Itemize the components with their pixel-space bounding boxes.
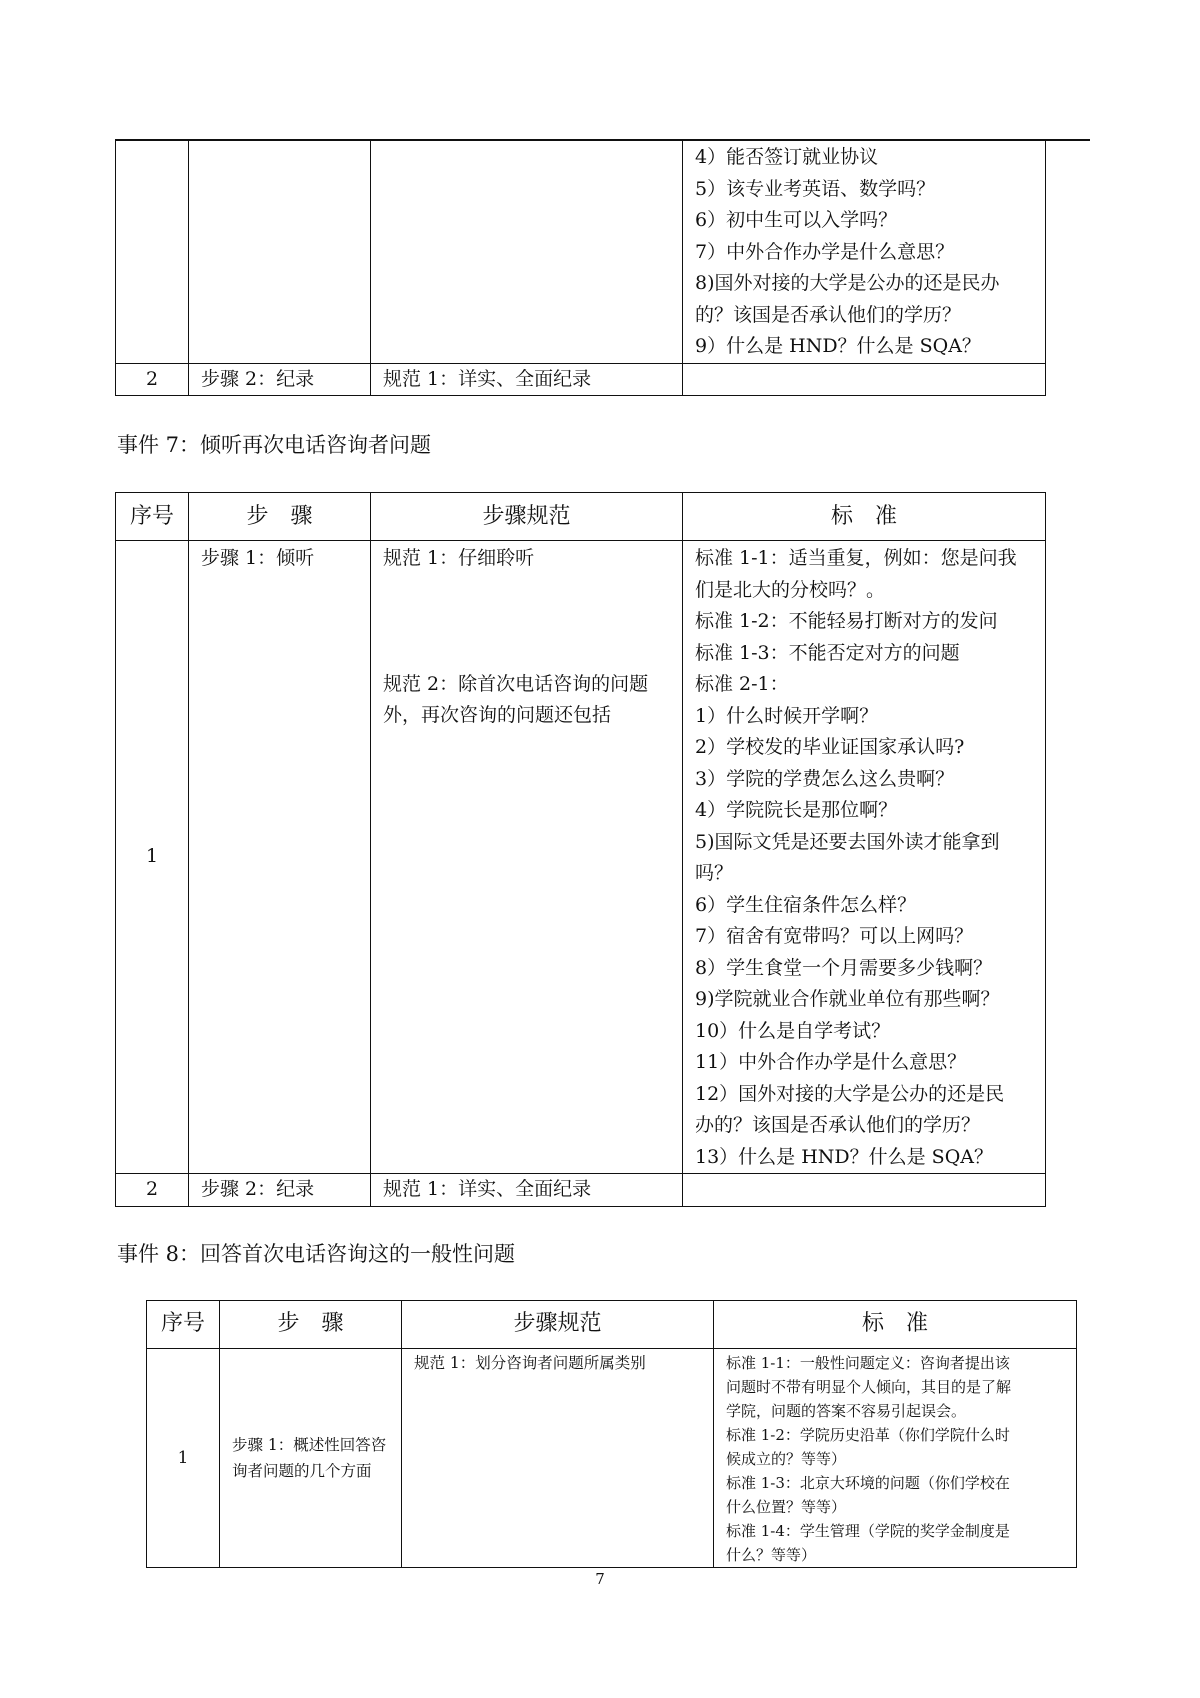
num-cell: 2: [116, 1174, 189, 1207]
standard-line: 4）学院院长是那位啊？: [695, 799, 898, 821]
standard-line: 3）学院的学费怎么这么贵啊？: [695, 767, 955, 790]
standard-line: 的？该国是否承认他们的学历？: [695, 303, 962, 326]
standard-line: 标准 1-1：一般性问题定义：咨询者提出该: [726, 1354, 1010, 1372]
header-standard: 标 准: [714, 1301, 1077, 1349]
header-row: [116, 493, 1046, 541]
standard-line: 办的？该国是否承认他们的学历？: [695, 1114, 981, 1136]
num-cell: [116, 140, 189, 363]
standard-line: 什么？等等）: [726, 1546, 817, 1564]
standard-line: 标准 1-2：学院历史沿革（你们学院什么时: [726, 1426, 1010, 1444]
standard-line: 6）初中生可以入学吗？: [695, 209, 898, 231]
event6-table-continued: [115, 140, 1046, 396]
event7-table: [115, 492, 1046, 1207]
event8-table: [146, 1300, 1077, 1568]
spec-cell: 规范 1：详实、全面纪录: [371, 363, 683, 396]
standard-line: 标准 2-1：: [695, 673, 789, 695]
standard-line: 13）什么是 HND？什么是 SQA？: [695, 1145, 993, 1168]
standard-cell: [683, 541, 1046, 1174]
header-step: 步 骤: [220, 1301, 402, 1349]
standard-cell: [683, 1174, 1046, 1207]
standard-line: 标准 1-3：不能否定对方的问题: [695, 641, 960, 664]
spec-line: 规范 1：仔细聆听: [383, 547, 535, 569]
standard-line: 吗？: [695, 862, 734, 884]
spec-cell: [371, 140, 683, 363]
header-standard: 标 准: [683, 493, 1046, 541]
spec-line: 规范 2：除首次电话咨询的问题: [383, 672, 649, 695]
standard-line: 问题时不带有明显个人倾向，其目的是了解: [726, 1378, 1012, 1396]
standard-cell: [683, 140, 1046, 363]
table-row: [116, 541, 1046, 1174]
header-num: 序号: [116, 493, 189, 541]
standard-line: 1）什么时候开学啊？: [695, 704, 879, 727]
step-cell: [189, 140, 371, 363]
standard-line: 7）中外合作办学是什么意思？: [695, 240, 955, 263]
standard-line: 学院，问题的答案不容易引起误会。: [726, 1402, 967, 1420]
standard-line: 标准 1-1：适当重复，例如：您是问我: [695, 547, 1017, 569]
num-cell: 1: [147, 1349, 220, 1568]
header-row: [147, 1301, 1077, 1349]
standard-line: 11）中外合作办学是什么意思？: [695, 1051, 967, 1073]
table-row: [116, 363, 1046, 396]
standard-line: 12）国外对接的大学是公办的还是民: [695, 1082, 1005, 1105]
standard-line: 4）能否签订就业协议: [695, 146, 879, 168]
table-row: [116, 140, 1046, 363]
spec-cell: 规范 1：详实、全面纪录: [371, 1174, 683, 1207]
standard-line: 候成立的？等等）: [726, 1450, 847, 1468]
step-cell: 步骤 2：纪录: [189, 363, 371, 396]
header-num: 序号: [147, 1301, 220, 1349]
spec-line: 外，再次咨询的问题还包括: [383, 704, 612, 726]
header-step: 步 骤: [189, 493, 371, 541]
page-number: 7: [595, 1570, 605, 1588]
standard-line: 9)学院就业合作就业单位有那些啊？: [695, 988, 1000, 1010]
header-spec: 步骤规范: [402, 1301, 714, 1349]
standard-line: 们是北大的分校吗？。: [695, 578, 886, 601]
standard-line: 9）什么是 HND？什么是 SQA？: [695, 335, 981, 357]
standard-cell: [683, 363, 1046, 396]
standard-line: 8)国外对接的大学是公办的还是民办: [695, 272, 1000, 294]
spec-cell: 规范 1：划分咨询者问题所属类别: [402, 1349, 714, 1568]
standard-cell: [714, 1349, 1077, 1568]
step-cell: 步骤 1：概述性回答咨询者问题的几个方面: [220, 1349, 402, 1568]
step-cell: 步骤 1：倾听: [189, 541, 371, 1174]
standard-line: 标准 1-2：不能轻易打断对方的发问: [695, 610, 998, 632]
table-row: [116, 1174, 1046, 1207]
standard-line: 标准 1-4：学生管理（学院的奖学金制度是: [726, 1522, 1010, 1540]
standard-line: 8）学生食堂一个月需要多少钱啊？: [695, 956, 993, 979]
standard-line: 什么位置？等等）: [726, 1498, 847, 1516]
step-cell: 步骤 2：纪录: [189, 1174, 371, 1207]
standard-line: 7）宿舍有宽带吗？可以上网吗？: [695, 925, 974, 947]
event7-heading: 事件 7：倾听再次电话咨询者问题: [117, 433, 432, 457]
standard-line: 5)国际文凭是还要去国外读才能拿到: [695, 830, 1000, 853]
standard-line: 5）该专业考英语、数学吗？: [695, 177, 936, 200]
standard-line: 10）什么是自学考试？: [695, 1019, 891, 1042]
standard-line: 标准 1-3：北京大环境的问题（你们学校在: [726, 1474, 1010, 1492]
spec-cell: [371, 541, 683, 1174]
standard-line: 2）学校发的毕业证国家承认吗?: [695, 736, 965, 758]
standard-line: 6）学生住宿条件怎么样？: [695, 893, 917, 916]
header-spec: 步骤规范: [371, 493, 683, 541]
table-row: [147, 1349, 1077, 1568]
num-cell: 2: [116, 363, 189, 396]
num-cell: 1: [116, 541, 189, 1174]
event8-heading: 事件 8：回答首次电话咨询这的一般性问题: [117, 1242, 516, 1266]
